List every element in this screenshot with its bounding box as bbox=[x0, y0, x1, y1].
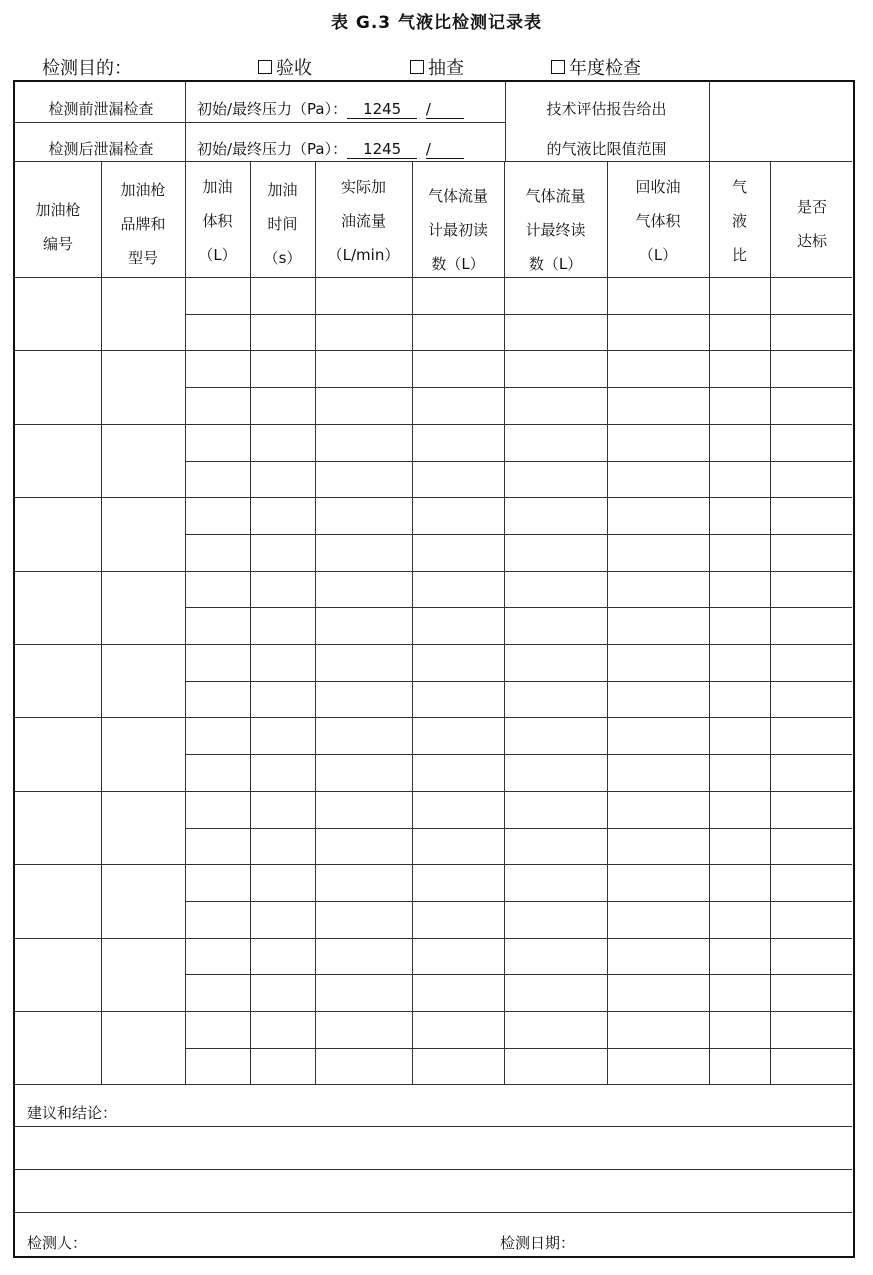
header-fuel-volume: 加油 体积 （L） bbox=[198, 178, 237, 264]
grid-line bbox=[15, 1126, 852, 1127]
header-fuel-flow: 实际加 油流量 （L/min） bbox=[327, 178, 400, 264]
grid-line bbox=[185, 387, 852, 388]
option-spot-check[interactable]: 抽查 bbox=[410, 54, 464, 80]
grid-line bbox=[709, 161, 710, 1084]
grid-line bbox=[185, 161, 186, 1084]
leak-before-label: 检测前泄漏检查 bbox=[48, 100, 154, 118]
grid-line bbox=[15, 1084, 852, 1085]
pressure-before-initial[interactable]: 1245 bbox=[347, 100, 417, 119]
header-qualified: 是否 达标 bbox=[796, 198, 827, 250]
grid-line bbox=[770, 161, 771, 1084]
grid-line bbox=[185, 607, 852, 608]
grid-line bbox=[15, 277, 852, 278]
limit-label-line1: 技术评估报告给出 bbox=[546, 100, 667, 118]
grid-line bbox=[185, 534, 852, 535]
pressure-before-final[interactable]: / bbox=[426, 100, 464, 119]
record-table bbox=[13, 80, 855, 1258]
pressure-after-final[interactable]: / bbox=[426, 140, 464, 159]
leak-after-label: 检测后泄漏检查 bbox=[48, 140, 154, 158]
grid-line bbox=[15, 1169, 852, 1170]
grid-line bbox=[15, 717, 852, 718]
grid-line bbox=[709, 82, 710, 161]
date-label: 检测日期： bbox=[500, 1234, 576, 1252]
grid-line bbox=[15, 864, 852, 865]
grid-line bbox=[15, 938, 852, 939]
grid-line bbox=[15, 644, 852, 645]
header-gas-initial: 气体流量 计最初读 数（L） bbox=[427, 187, 488, 273]
header-nozzle-brand: 加油枪 品牌和 型号 bbox=[120, 181, 166, 267]
grid-line bbox=[185, 828, 852, 829]
checkbox-icon[interactable] bbox=[551, 60, 565, 74]
grid-line bbox=[185, 1048, 852, 1049]
header-nozzle-id: 加油枪 编号 bbox=[35, 201, 81, 253]
grid-line bbox=[412, 161, 413, 1084]
purpose-row bbox=[42, 54, 842, 80]
grid-line bbox=[101, 161, 102, 1084]
purpose-label: 检测目的： bbox=[42, 58, 132, 79]
grid-line bbox=[15, 1011, 852, 1012]
option-acceptance[interactable]: 验收 bbox=[258, 54, 312, 80]
grid-line bbox=[505, 82, 506, 161]
limit-label-line2: 的气液比限值范围 bbox=[546, 140, 667, 158]
grid-line bbox=[185, 974, 852, 975]
grid-line bbox=[15, 497, 852, 498]
header-fuel-time: 加油 时间 （s） bbox=[263, 181, 302, 267]
grid-line bbox=[15, 1212, 852, 1213]
header-ratio: 气 液 比 bbox=[731, 178, 747, 264]
grid-line bbox=[185, 314, 852, 315]
grid-line bbox=[15, 122, 505, 123]
grid-line bbox=[15, 424, 852, 425]
grid-line bbox=[185, 681, 852, 682]
grid-line bbox=[250, 161, 251, 1084]
grid-line bbox=[15, 161, 852, 162]
grid-line bbox=[185, 754, 852, 755]
grid-line bbox=[15, 571, 852, 572]
pressure-after-initial[interactable]: 1245 bbox=[347, 140, 417, 159]
grid-line bbox=[607, 161, 608, 1084]
checkbox-icon[interactable] bbox=[258, 60, 272, 74]
checkbox-icon[interactable] bbox=[410, 60, 424, 74]
page-title: 表 G.3 气液比检测记录表 bbox=[330, 13, 543, 33]
grid-line bbox=[185, 461, 852, 462]
header-recovered-gas: 回收油 气体积 （L） bbox=[635, 178, 681, 264]
option-annual-check[interactable]: 年度检查 bbox=[551, 54, 641, 80]
conclusion-label: 建议和结论： bbox=[27, 1104, 118, 1122]
inspector-label: 检测人： bbox=[27, 1234, 88, 1252]
grid-line bbox=[15, 791, 852, 792]
header-gas-final: 气体流量 计最终读 数（L） bbox=[525, 187, 586, 273]
grid-line bbox=[15, 350, 852, 351]
grid-line bbox=[315, 161, 316, 1084]
grid-line bbox=[185, 901, 852, 902]
leak-before-pressure: 初始/最终压力（Pa）： 1245 / bbox=[197, 100, 464, 119]
grid-line bbox=[504, 161, 505, 1084]
leak-after-pressure: 初始/最终压力（Pa）： 1245 / bbox=[197, 140, 464, 159]
